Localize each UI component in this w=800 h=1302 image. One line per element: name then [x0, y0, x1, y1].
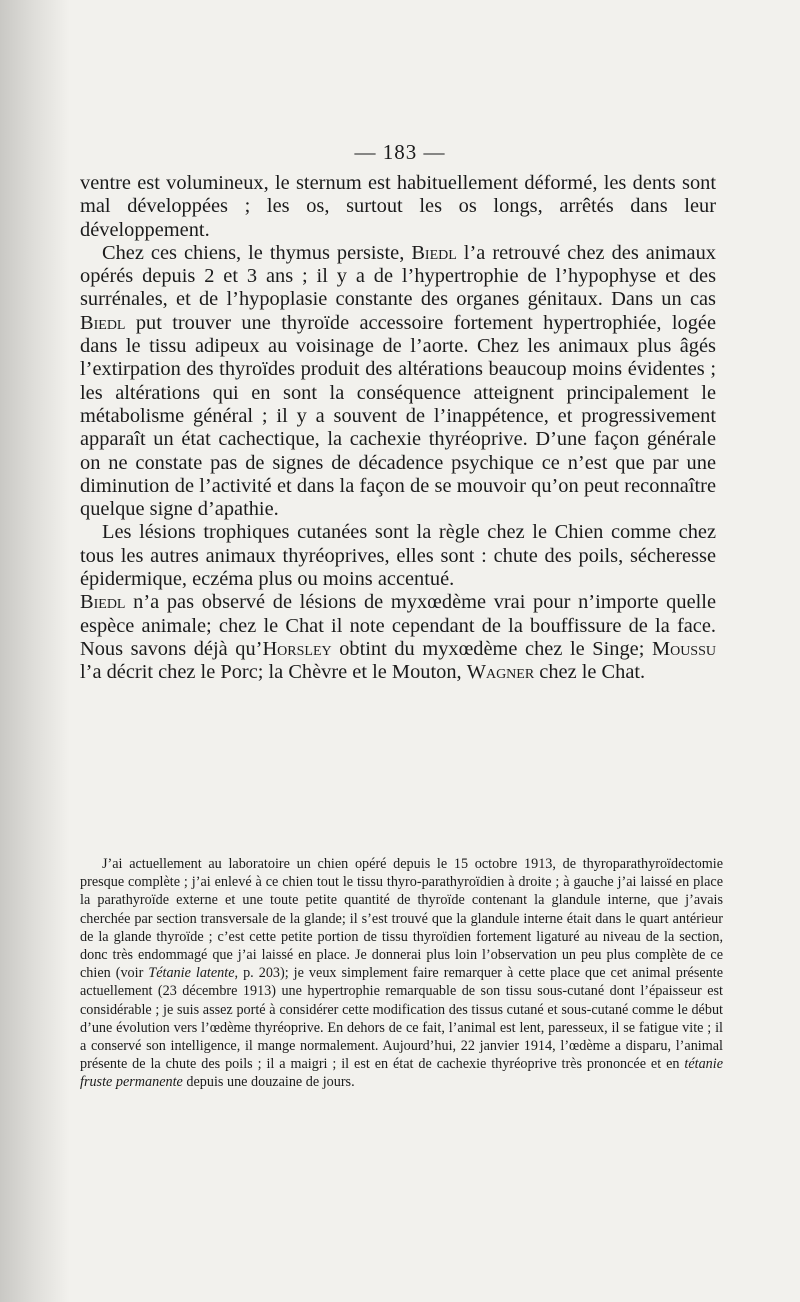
text-run: l’a retrouvé chez des animaux opérés depuis 2 et 3 ans ; il y a de l’hypertrophie de l’hypophyse et des surrénales, et de l’hypoplasie constante des organes génitaux. Dans un cas — [80, 241, 717, 311]
author-name: Horsley — [262, 637, 332, 660]
text-run: l’a décrit chez le Porc; la Chèvre et le Mouton, — [80, 661, 467, 684]
author-name: Biedl — [80, 591, 126, 614]
scan-gutter-shadow — [0, 0, 70, 1302]
author-name: Moussu — [651, 637, 716, 660]
paragraph-3: Les lésions trophiques cutanées sont la règle chez le Chien comme chez tous les autres animaux thyréoprives, elles sont : chute des poils, sécheresse épidermique, eczéma plus ou moins accentué. — [80, 521, 716, 591]
main-text — [80, 172, 716, 685]
reference-title: Tétanie latente — [148, 965, 235, 982]
text-run: chez le Chat. — [534, 661, 646, 684]
emphasis-term: tétanie fruste permanente — [80, 1056, 723, 1091]
text-run: n’a pas observé de lésions de myxœdème vrai pour n’importe quelle espèce animale; chez le Chat il note cependant de la bouffissure de la face. Nous savons déjà qu’ — [80, 591, 716, 660]
text-run: J’ai actuellement au laboratoire un chien opéré depuis le 15 octobre 1913, de thyroparathyroïdectomie presque complète ; j’ai enlevé à ce chien tout le tissu thyro-parathyroïdien à droite ; à gauche j’ai laissé en place la parathyroïde externe et une toute petite quantité de thyroïde contenant la glandule interne, que j’avais cherchée par section transversale de la glande; il s’est trouvé que la glandule interne était dans le quart antérieur de la glande thyroïde ; c’est cette petite portion de tissu thyroïdien fortement ligaturé au niveau de la section, donc très endommagé que j’ai laissé en place. Je donnerai plus loin l’observation un peu plus complète de ce chien (voir — [80, 856, 723, 982]
author-name: Biedl — [411, 241, 457, 264]
text-run: , p. 203); je veux simplement faire remarquer à cette place que cet animal présente actuellement (23 décembre 1913) une hypertrophie remarquable de son tissu sous-cutané dont l’épaisseur est considérable ; je suis assez porté à considérer cette modification des tissus cutané et sous-cutané comme le début d’une évolution vers l’œdème thyréoprive. En dehors de ce fait, l’animal est lent, paresseux, il se fatigue vite ; il a conservé son intelligence, il mange normalement. Aujourd’hui, 22 janvier 1914, l’œdème a disparu, l’animal présente de la chute des poils ; il a maigri ; il est en état de cachexie thyréoprive très prononcée et en — [80, 965, 723, 1073]
footnote-paragraph — [80, 855, 723, 1092]
text-run: put trouver une thyroïde accessoire fortement hypertrophiée, logée dans le tissu adipeux au voisinage de l’aorte. Chez les animaux plus âgés l’extirpation des thyroïdes produit des altérations beaucoup moins évidentes ; les altérations qui en sont la conséquence atteignent principalement le métabolisme général ; il y a souvent de l’inappétence, et progressivement apparaît un état cachectique, la cachexie thyréoprive. D’une façon générale on ne constate pas de signes de décadence psychique ce n’est que par une diminution de l’activité et dans la façon de se mouvoir qu’on peut reconnaître quelque signe d’apathie. — [80, 311, 716, 521]
text-run: obtint du myxœdème chez le Singe; — [331, 637, 652, 660]
paragraph-2 — [80, 242, 716, 522]
text-run: depuis une douzaine de jours. — [182, 1074, 355, 1091]
author-name: Biedl — [80, 311, 126, 334]
page-number: — 183 — — [354, 140, 446, 164]
author-name: Wagner — [466, 661, 535, 684]
footnote — [80, 855, 723, 1092]
paragraph-4 — [80, 591, 716, 684]
paragraph-1: ventre est volumineux, le sternum est habituellement déformé, les dents sont mal développées ; les os, surtout les os longs, arrêtés dans leur développement. — [80, 172, 716, 241]
text-run: Chez ces chiens, le thymus persiste, — [102, 241, 412, 264]
